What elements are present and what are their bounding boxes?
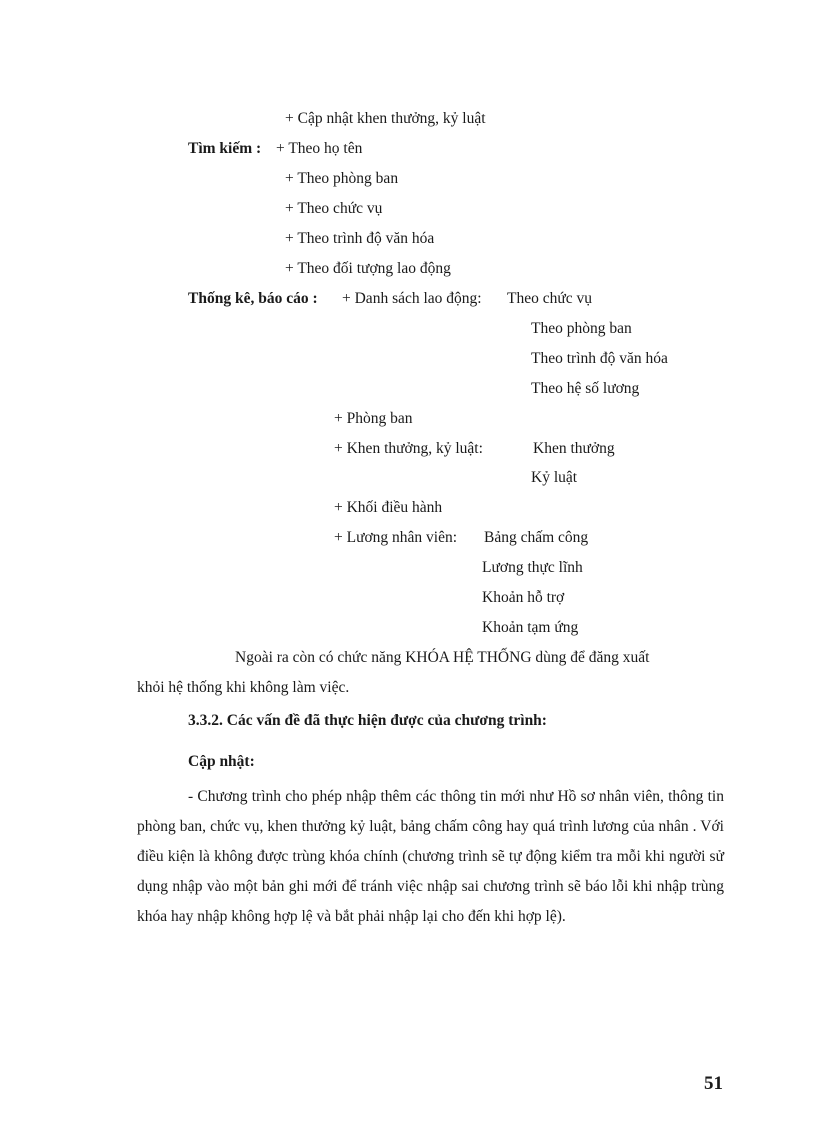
stats-reward-label: + Khen thưởng, kỷ luật: xyxy=(334,440,483,457)
update-paragraph: - Chương trình cho phép nhập thêm các thông tin mới như Hồ sơ nhân viên, thông tin phòng ban, chức vụ, khen thưởng kỷ luật, bảng chấm công hay quá trình lương của nhân . Với điều kiện là không được trùng khóa chính (chương trình sẽ tự động kiểm tra mỗi khi người sử dụng nhập vào một bản ghi mới để tránh việc nhập sai chương trình sẽ báo lỗi khi nhập trùng khóa hay nhập không hợp lệ và bắt phải nhập lại cho đến khi hợp lệ). xyxy=(137,788,724,925)
stats-label: Thống kê, báo cáo : xyxy=(188,290,318,307)
stats-reward-sub-reward: Khen thưởng xyxy=(533,440,615,457)
stats-exec-block-item: + Khối điều hành xyxy=(334,499,443,516)
stats-reward-sub-discipline: Kỷ luật xyxy=(531,469,578,486)
update-label: Cập nhật: xyxy=(188,753,255,770)
search-item-name: + Theo họ tên xyxy=(276,140,363,157)
lock-note-line-1: Ngoài ra còn có chức năng KHÓA HỆ THỐNG dùng để đăng xuất xyxy=(235,649,650,666)
search-item-position: + Theo chức vụ xyxy=(285,200,383,217)
search-label: Tìm kiếm : xyxy=(188,140,262,157)
update-reward-item: + Cập nhật khen thưởng, kỷ luật xyxy=(285,110,486,127)
search-item-labor-type: + Theo đối tượng lao động xyxy=(285,260,451,277)
stats-staff-sub-department: Theo phòng ban xyxy=(531,320,632,337)
stats-salary-sub-allowance: Khoản hỗ trợ xyxy=(482,589,565,606)
search-item-department: + Theo phòng ban xyxy=(285,170,399,187)
stats-salary-sub-net-pay: Lương thực lĩnh xyxy=(482,559,583,576)
stats-salary-label: + Lương nhân viên: xyxy=(334,529,458,546)
stats-salary-sub-timesheet: Bảng chấm công xyxy=(484,529,589,546)
stats-staff-sub-salary-coef: Theo hệ số lương xyxy=(531,380,640,397)
lock-note-line-2: khỏi hệ thống khi không làm việc. xyxy=(137,679,350,696)
page-number: 51 xyxy=(704,1073,723,1094)
stats-staff-sub-position: Theo chức vụ xyxy=(507,290,593,307)
section-heading: 3.3.2. Các vấn đề đã thực hiện được của chương trình: xyxy=(188,712,547,729)
search-item-education: + Theo trình độ văn hóa xyxy=(285,230,435,247)
stats-salary-sub-advance: Khoản tạm ứng xyxy=(482,619,579,636)
stats-staff-list-label: + Danh sách lao động: xyxy=(342,290,482,307)
stats-department-item: + Phòng ban xyxy=(334,410,413,427)
stats-staff-sub-education: Theo trình độ văn hóa xyxy=(531,350,668,367)
